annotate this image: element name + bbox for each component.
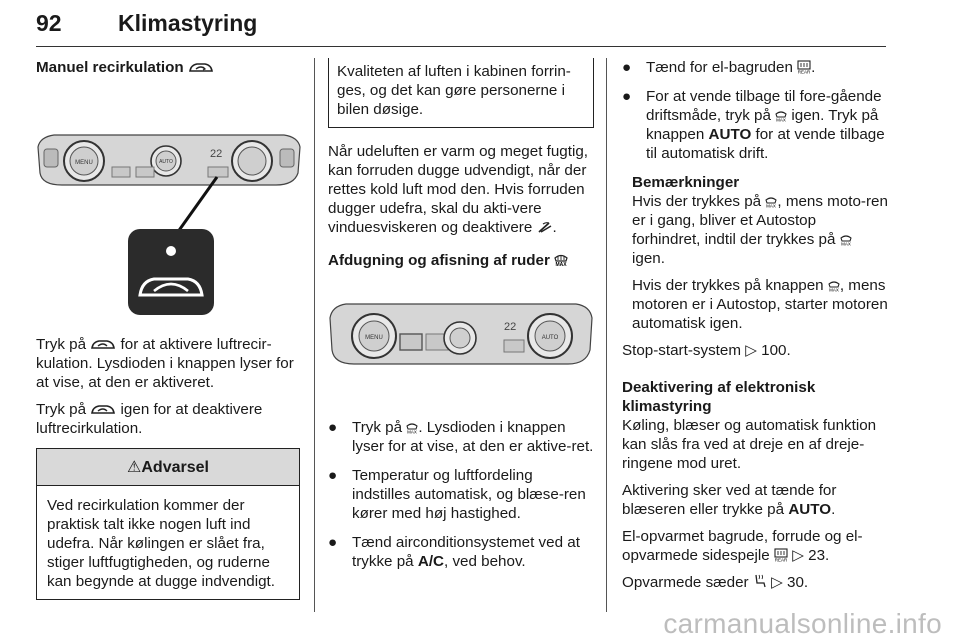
svg-text:MAX: MAX [555,262,567,267]
section-heading-defrost: Afdugning og afisning af ruder MAX [328,252,567,269]
warning-icon: ⚠ [127,459,142,476]
bullet: ● [622,59,632,76]
defrost-max-icon [840,232,852,246]
recirculation-icon [188,60,214,74]
heated-seat-icon [753,573,767,589]
panel-auto-label: AUTO [159,159,173,165]
warning-continuation-box: Kvaliteten af luften i kabinen forrin-ges, og det kan gøre personerne i bilen døsige. [328,58,594,128]
warning-box [36,448,300,600]
watermark: carmanualsonline.info [663,608,942,639]
warning-text: Ved recirkulation kommer der praktisk talt ikke nogen luft ind udefra. Når kølingen er slået fra, stiger luftfugtigheden, og ruderne kan begynde at dugge indvendigt. [47,497,275,590]
warning-header [37,449,299,486]
panel-auto-label: AUTO [541,335,559,341]
page-reference-icon: ▷ [771,574,783,591]
recirc-off-paragraph: Tryk på igen for at deaktivere luftrecirkulation. [36,401,263,437]
defrost-max-icon [406,420,418,434]
svg-text:MAX: MAX [407,429,418,434]
page-number: 92 [36,10,62,36]
panel-temp-display: 22 [504,321,517,333]
activation-paragraph: Aktivering sker ved at tænde for blæseren eller trykke på AUTO. [622,482,837,518]
defrost-max-icon [775,108,787,122]
rear-window-heater-icon [774,548,788,562]
column-2 [328,58,594,581]
svg-text:REAR: REAR [774,557,788,562]
column-divider [606,58,607,612]
svg-text:MAX: MAX [776,117,787,122]
heated-seats-reference: Opvarmede sæder ▷ 30. [622,574,809,591]
defrost-max-icon [554,251,568,267]
defrost-max-icon [765,194,777,208]
recirc-on-paragraph: Tryk på for at aktivere luftrecir-kulation. Lysdioden i knappen lyser for at vise, at den er aktiveret. [36,336,294,391]
chapter-title: Klimastyring [118,10,258,36]
fogging-paragraph: Når udeluften er varm og meget fugtig, kan forruden dugge udvendigt, når der rettes kold luft mod den. Hvis forruden dugger udefra, skal du akti-vere vinduesviskeren og deaktivere . [328,143,589,236]
note-paragraph: Hvis der trykkes på knappen MAX , mens motoren er i Autostop, starter motoren automatisk igen. [632,277,888,332]
climate-panel-illustration [36,81,302,321]
list-item: ● For at vende tilbage til fore-gående driftsmåde, tryk på MAX igen. Tryk på knappen AUTO for at vende tilbage til automatisk drift. [622,88,885,162]
bullet: ● [328,534,338,551]
svg-text:MAX: MAX [840,241,851,246]
heated-windows-reference: El-opvarmet bagrude, forrude og el-opvarmede sidespejle REAR ▷ 23. [622,528,863,564]
note-title: Bemærkninger [632,174,740,191]
wiper-icon [537,220,553,234]
section-heading-deactivation: Deaktivering af elektronisk klimastyring [622,379,816,415]
page-header [36,4,886,47]
page-reference-icon: ▷ [792,547,804,564]
svg-text:MAX: MAX [766,203,777,208]
panel-temp-display: 22 [210,148,223,160]
list-item: ● Tænd for el-bagruden REAR . [622,59,816,76]
panel-menu-label: MENU [75,160,93,166]
svg-text:MAX: MAX [828,287,839,292]
list-item: ● Temperatur og luftfordeling indstilles automatisk, og blæse-ren kører med høj hastighed. [328,467,586,522]
column-1 [36,58,300,600]
list-item: ● Tryk på MAX . Lysdioden i knappen lyser for at vise, at den er aktive-ret. [328,419,594,455]
bullet: ● [328,419,338,436]
recirculation-icon [90,337,116,351]
list-item: ● Tænd airconditionsystemet ved at trykke på A/C, ved behov. [328,534,580,570]
stop-start-reference: Stop-start-system ▷ 100. [622,342,791,359]
bullet: ● [328,467,338,484]
column-3 [622,58,888,600]
section-heading-recirculation: Manuel recirkulation [36,58,300,77]
note-block [622,173,888,333]
panel-menu-label: MENU [365,335,383,341]
deactivation-paragraph: Køling, blæser og automatisk funktion kan slås fra ved at dreje en af dreje-ringene mod uret. [622,417,877,472]
column-divider [314,58,315,612]
page-reference-icon: ▷ [745,342,757,359]
recirculation-icon [90,402,116,416]
svg-text:REAR: REAR [797,69,811,74]
warning-title: Advarsel [141,459,209,476]
rear-window-heater-icon [797,60,811,74]
defrost-max-icon [828,278,840,292]
bullet: ● [622,88,632,105]
note-paragraph: Hvis der trykkes på MAX , mens moto-ren er i gang, bliver et Autostop forhindret, indtil der trykkes på MAX igen. [632,193,888,267]
climate-panel-illustration [328,292,594,384]
